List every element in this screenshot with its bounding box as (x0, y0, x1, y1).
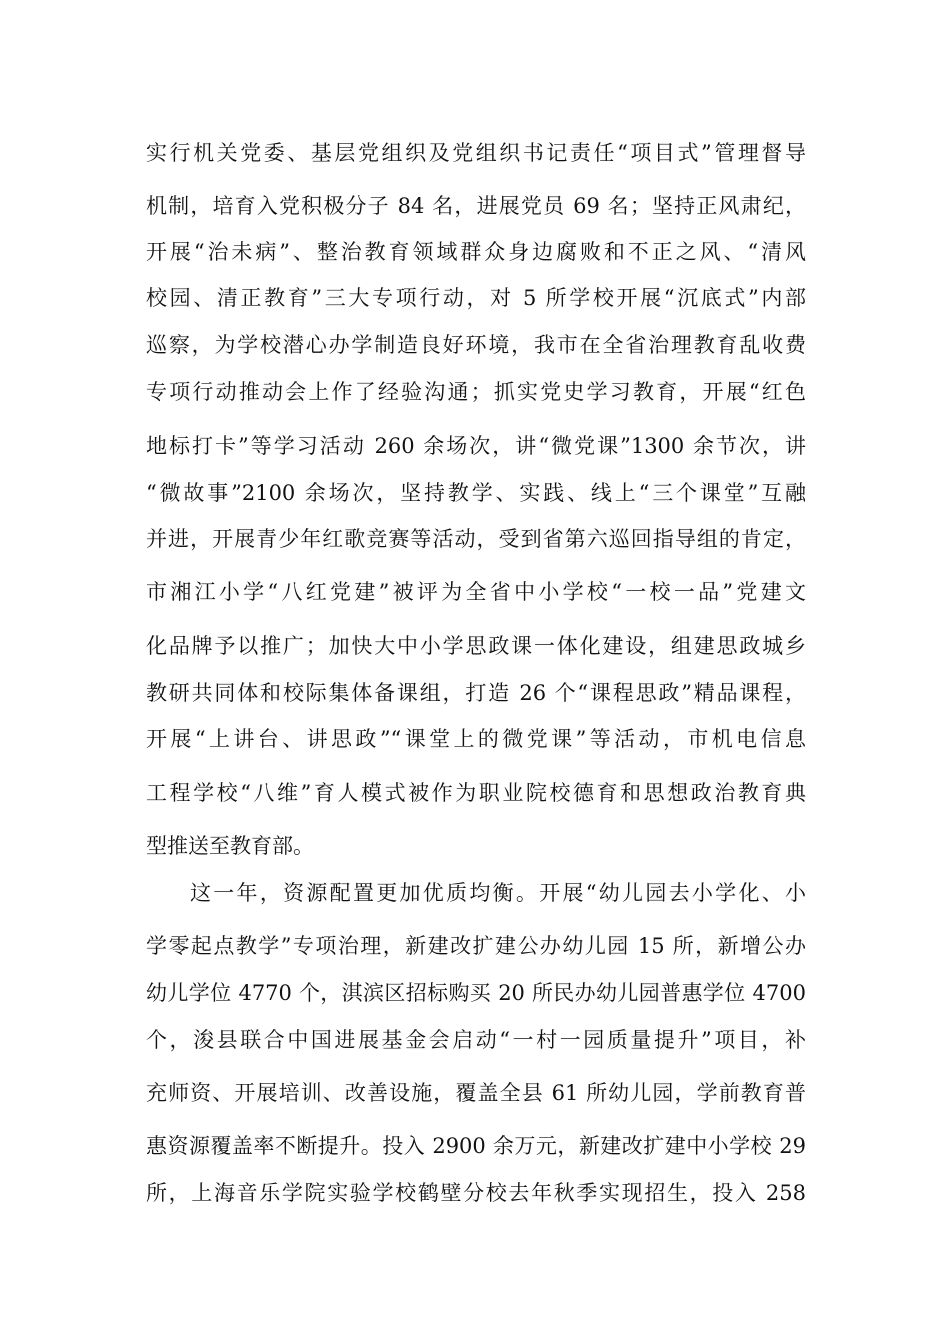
paragraph-2-line-2: 学零起点教学”专项治理，新建改扩建公办幼儿园 15 所，新增公办 (146, 934, 806, 958)
paragraph-2-line-7: 所，上海音乐学院实验学校鹤壁分校去年秋季实现招生，投入 258 (146, 1181, 806, 1205)
paragraph-1-line-10: 市湘江小学“八红党建”被评为全省中小学校“一校一品”党建文 (146, 580, 806, 604)
paragraph-2-line-3: 幼儿学位 4770 个，淇滨区招标购买 20 所民办幼儿园普惠学位 4700 (146, 981, 806, 1005)
paragraph-1-line-1: 实行机关党委、基层党组织及党组织书记责任“项目式”管理督导 (146, 141, 806, 165)
paragraph-1-line-6: 专项行动推动会上作了经验沟通；抓实党史学习教育，开展“红色 (146, 380, 806, 404)
paragraph-1-line-2: 机制，培育入党积极分子 84 名，进展党员 69 名；坚持正风肃纪， (146, 194, 806, 218)
paragraph-1-line-7: 地标打卡”等学习活动 260 余场次，讲“微党课”1300 余节次，讲 (146, 434, 806, 458)
paragraph-1-line-8: “微故事”2100 余场次，坚持教学、实践、线上“三个课堂”互融 (146, 481, 806, 505)
paragraph-2-line-5: 充师资、开展培训、改善设施，覆盖全县 61 所幼儿园，学前教育普 (146, 1081, 806, 1105)
paragraph-2-line-1: 这一年，资源配置更加优质均衡。开展“幼儿园去小学化、小 (190, 881, 806, 905)
paragraph-1-line-3: 开展“治未病”、整治教育领域群众身边腐败和不正之风、“清风 (146, 240, 806, 264)
paragraph-2-line-4: 个，浚县联合中国进展基金会启动“一村一园质量提升”项目，补 (146, 1028, 806, 1052)
paragraph-1-line-15: 型推送至教育部。 (146, 834, 314, 858)
paragraph-1-line-5: 巡察，为学校潜心办学制造良好环境，我市在全省治理教育乱收费 (146, 333, 806, 357)
paragraph-1-line-13: 开展“上讲台、讲思政”“课堂上的微党课”等活动，市机电信息 (146, 727, 806, 751)
paragraph-1-line-9: 并进，开展青少年红歌竞赛等活动，受到省第六巡回指导组的肯定， (146, 527, 806, 551)
paragraph-1-line-14: 工程学校“八维”育人模式被作为职业院校德育和思想政治教育典 (146, 781, 806, 805)
paragraph-1-line-12: 教研共同体和校际集体备课组，打造 26 个“课程思政”精品课程， (146, 681, 806, 705)
paragraph-2-line-6: 惠资源覆盖率不断提升。投入 2900 余万元，新建改扩建中小学校 29 (146, 1134, 806, 1158)
paragraph-1-line-11: 化品牌予以推广；加快大中小学思政课一体化建设，组建思政城乡 (146, 634, 806, 658)
paragraph-1-line-4: 校园、清正教育”三大专项行动，对 5 所学校开展“沉底式”内部 (146, 286, 806, 310)
